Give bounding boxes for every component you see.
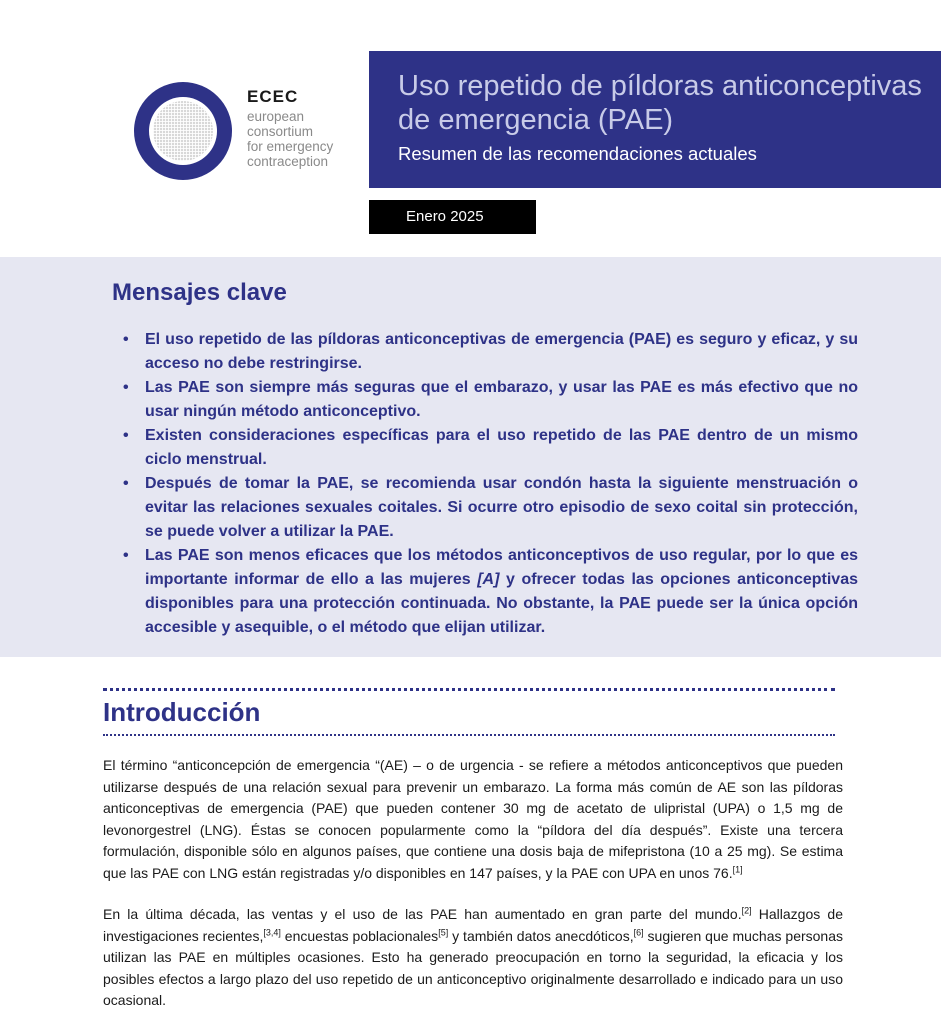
key-message-text: y ofrecer todas las opciones anticonceptivas disponibles para una protección continuada. No obstante, la PAE puede ser la única opción accesible y asequible, o el método que elijan utilizar. [145, 571, 858, 636]
title-banner [369, 51, 941, 188]
list-item [123, 328, 858, 376]
intro-paragraph-2 [103, 904, 843, 1012]
paragraph-text: y también datos anecdóticos, [448, 927, 634, 944]
reference-marker: [A] [477, 571, 500, 588]
key-message-text: Después de tomar la PAE, se recomienda usar condón hasta la siguiente menstruación o evitar las relaciones sexuales coitales. Si ocurre otro episodio de sexo coital sin protección, se puede volver a utilizar la PAE. [145, 475, 858, 540]
paragraph-text: El término “anticoncepción de emergencia “(AE) – o de urgencia - se refiere a métodos anticonceptivos que pueden utilizarse después de una relación sexual para prevenir un embarazo. La forma más común de AE son las píldoras anticonceptivas de emergencia (PAE) que pueden contener 30 mg de acetato de ulipristal (UPA) o 1,5 mg de levonorgestrel (LNG). Éstas se conocen popularmente como la “píldora del día después”. Existe una tercera formulación, disponible sólo en algunos países, que contiene una dosis baja de mifepristona (10 a 25 mg). Se estima que las PAE con LNG están registradas y/o disponibles en 147 países, y la PAE con UPA en unos 76. [103, 757, 843, 881]
citation: [5] [438, 926, 449, 937]
key-messages-list [123, 328, 858, 640]
logo-line: for emergency [247, 139, 334, 154]
bullet-icon: • [123, 547, 129, 564]
key-messages-panel [0, 257, 941, 657]
paragraph-text: Hallazgos de investigaciones recientes, [103, 906, 843, 944]
section-divider [103, 688, 835, 691]
date-badge [369, 200, 536, 234]
paragraph-text: sugieren que muchas personas utilizan las PAE en múltiples ocasiones. Esto ha generado preocupación en torno la seguridad, la eficacia y los posibles efectos a largo plazo del uso repetido de un anticonceptivo originalmente desarrollado e indicado para un uso ocasional. [103, 927, 844, 1008]
list-item [123, 424, 858, 472]
list-item [123, 472, 858, 544]
logo-title: ECEC [247, 87, 299, 106]
logo-text [247, 87, 377, 169]
citation: [2] [741, 905, 752, 916]
key-message-text: Las PAE son menos eficaces que los métodos anticonceptivos de uso regular, por lo que es importante informar de ello a las mujeres [145, 547, 858, 588]
section-divider [103, 734, 835, 736]
bullet-icon: • [123, 475, 129, 492]
logo-line: contraception [247, 154, 329, 169]
introduction-heading: Introducción [103, 697, 261, 727]
key-message-text: Existen consideraciones específicas para el uso repetido de las PAE dentro de un mismo ciclo menstrual. [145, 427, 858, 468]
logo-line: consortium [247, 124, 314, 139]
bullet-icon: • [123, 427, 129, 444]
date-label: Enero 2025 [406, 208, 484, 225]
document-title: Uso repetido de píldoras anticonceptivas de emergencia (PAE) [398, 70, 922, 136]
key-messages-heading: Mensajes clave [112, 279, 287, 306]
intro-paragraph-1 [103, 755, 843, 884]
bullet-icon: • [123, 331, 129, 348]
document-subtitle: Resumen de las recomendaciones actuales [398, 143, 757, 164]
list-item [123, 376, 858, 424]
paragraph-text: En la última década, las ventas y el uso de las PAE han aumentado en gran parte del mundo. [103, 906, 742, 922]
citation: [3,4] [263, 926, 281, 937]
list-item [123, 544, 858, 640]
citation: [1] [732, 863, 743, 874]
paragraph-text: encuestas poblacionales [280, 927, 439, 944]
logo-line: european [247, 109, 305, 124]
key-message-text: Las PAE son siempre más seguras que el embarazo, y usar las PAE es más efectivo que no usar ningún método anticonceptivo. [145, 379, 858, 420]
bullet-icon: • [123, 379, 129, 396]
citation: [6] [633, 926, 644, 937]
logo-globe-icon [134, 82, 232, 180]
key-message-text: El uso repetido de las píldoras anticonceptivas de emergencia (PAE) es seguro y eficaz, y su acceso no debe restringirse. [145, 331, 858, 372]
